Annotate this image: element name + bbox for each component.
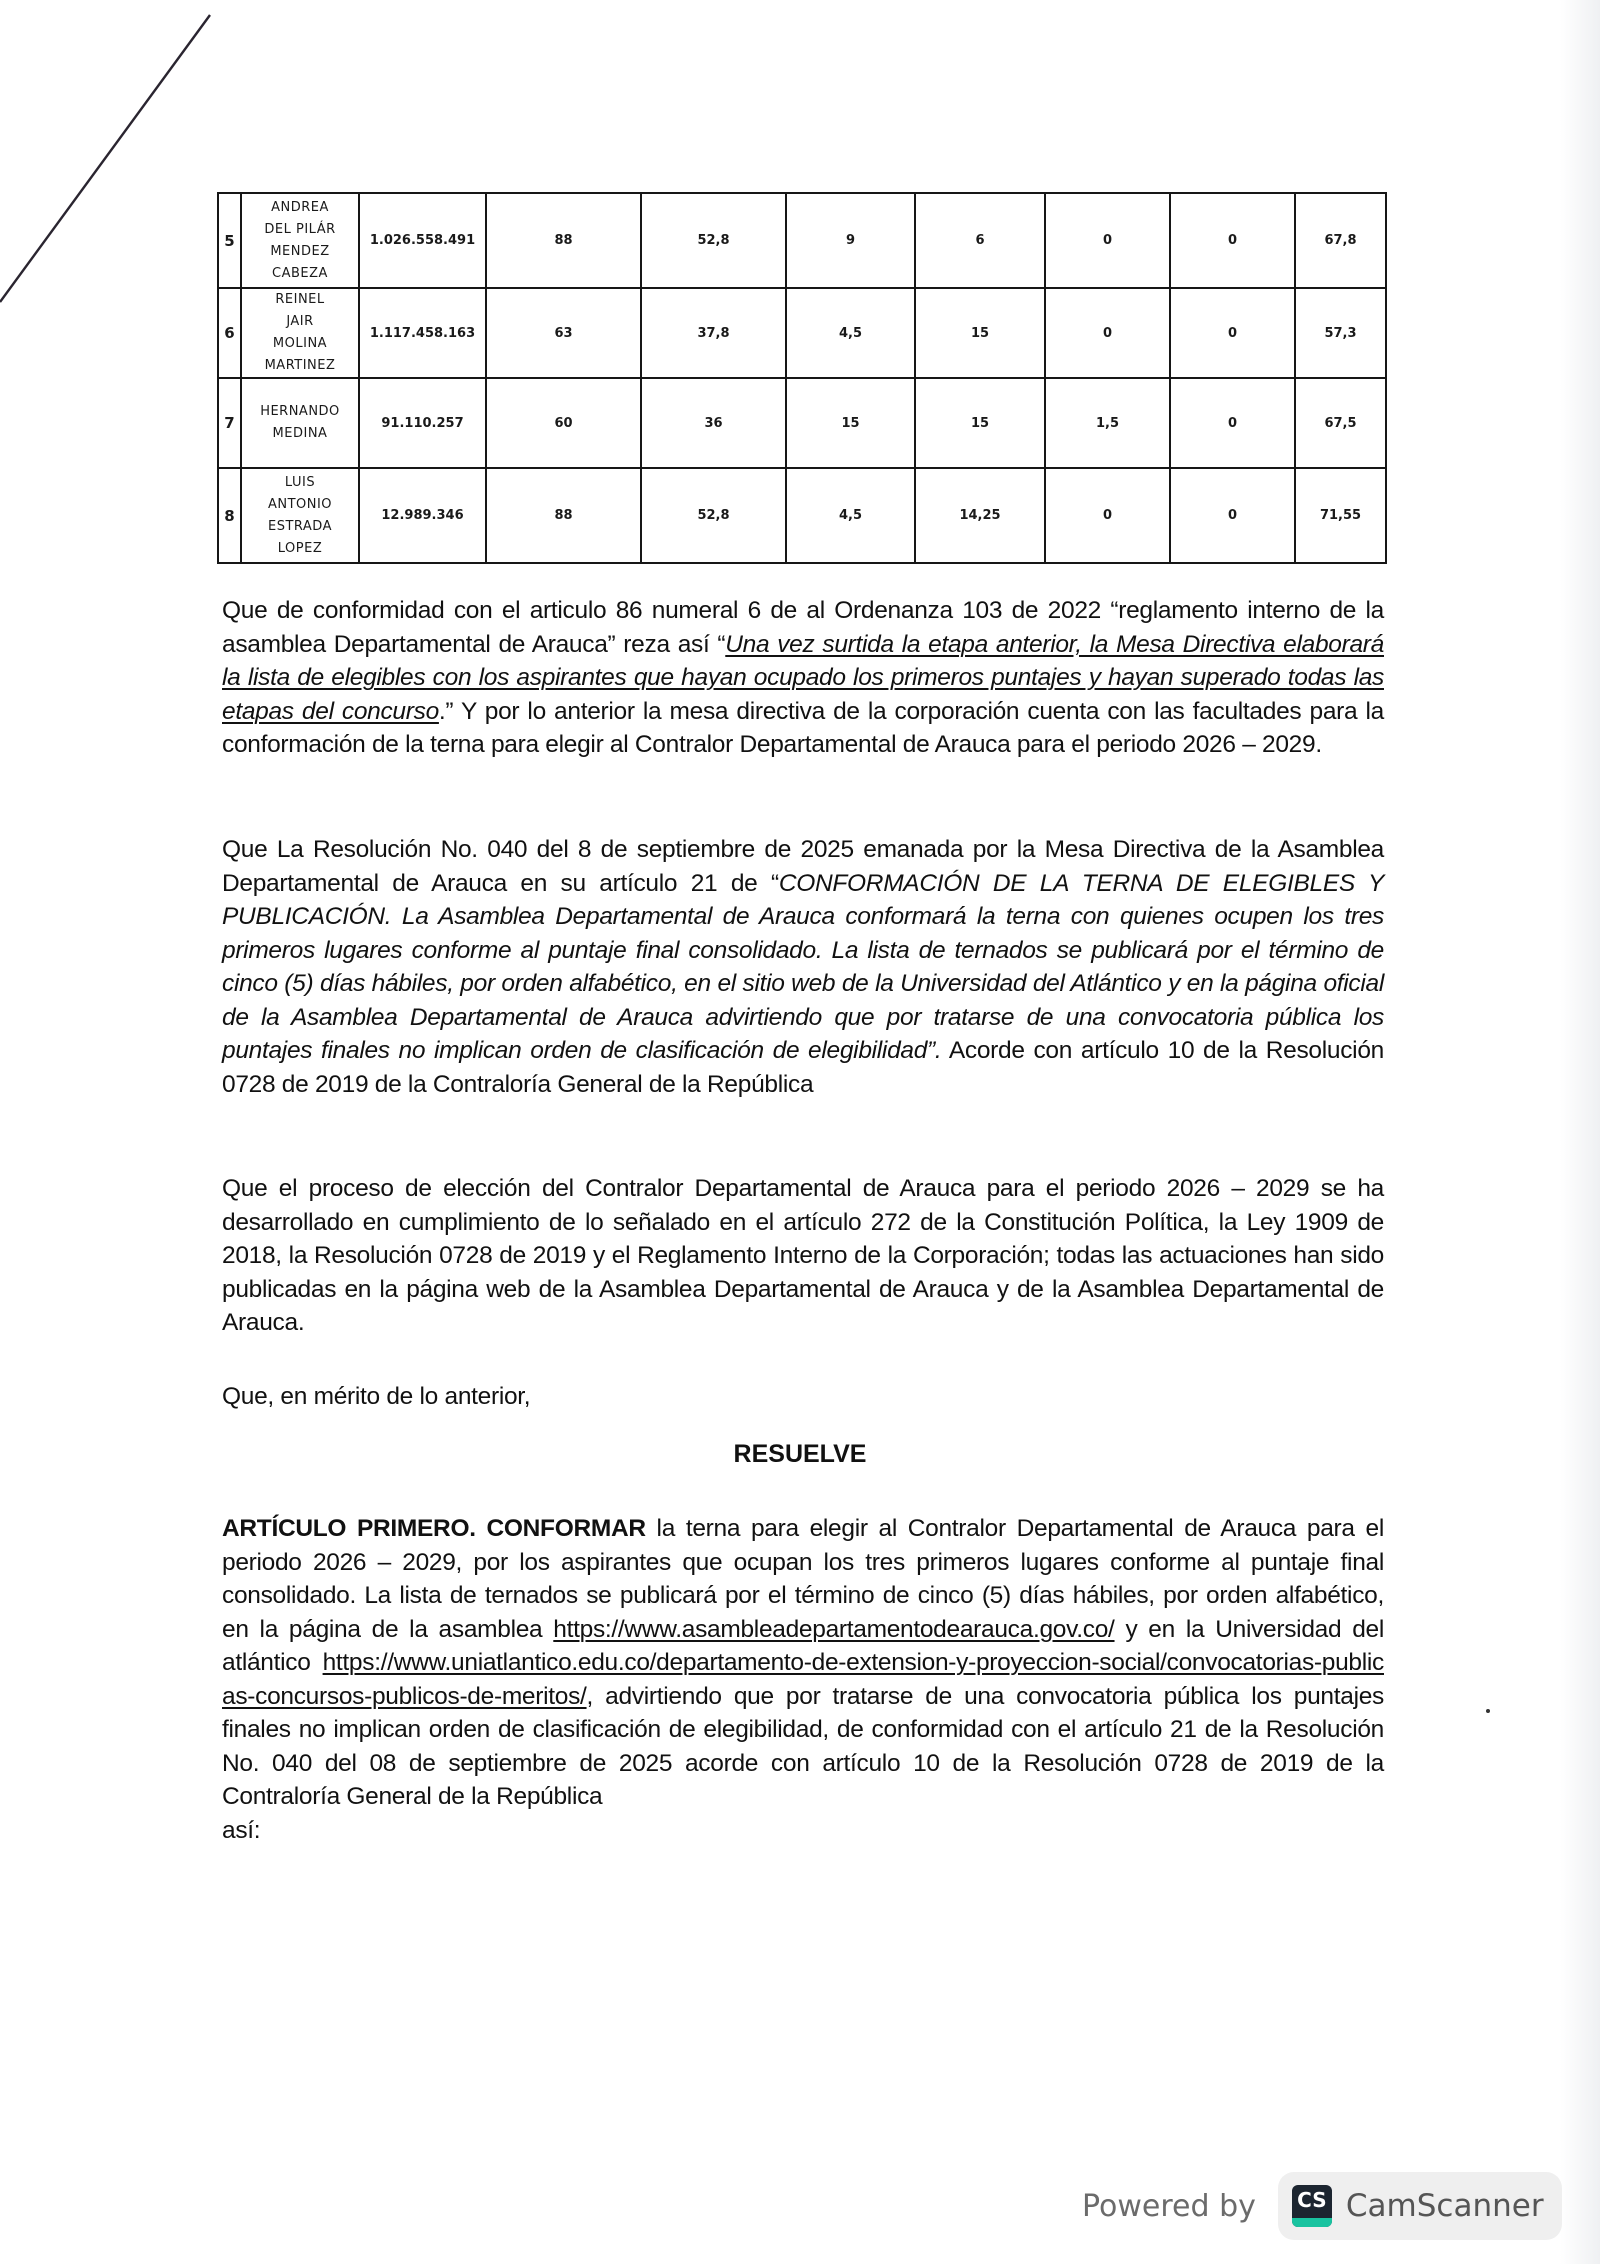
name-line: LOPEZ xyxy=(277,540,323,556)
id-number-cell: 1.117.458.163 xyxy=(359,288,486,378)
candidate-name xyxy=(241,288,359,378)
score-cell: 4,5 xyxy=(786,468,915,563)
brand-name: CamScanner xyxy=(1345,2188,1544,2224)
table-row xyxy=(218,378,1386,468)
score-cell: 14,25 xyxy=(915,468,1045,563)
score-cell: 0 xyxy=(1170,468,1295,563)
row-index: 5 xyxy=(218,193,241,288)
camscanner-logo-icon xyxy=(1292,2185,1332,2227)
paragraph-ordenanza xyxy=(222,594,1384,762)
paragraph-text: y en la Universidad del atlántico xyxy=(222,1615,1385,1676)
score-cell: 15 xyxy=(915,378,1045,468)
score-cell: 0 xyxy=(1170,193,1295,288)
camscanner-watermark xyxy=(1082,2170,1582,2242)
row-index: 7 xyxy=(218,378,241,468)
total-score-cell: 67,8 xyxy=(1295,193,1386,288)
name-line: CABEZA xyxy=(272,265,328,281)
score-cell: 15 xyxy=(915,288,1045,378)
row-index: 6 xyxy=(218,288,241,378)
paragraph-text: Que La Resolución No. 040 del 8 de septiembre de 2025 emanada por la Mesa Directiva de la Asamblea Departamental de Arauca en su artículo 21 de “ xyxy=(222,836,1384,897)
quoted-regulation: Una vez surtida la etapa anterior, la Mesa Directiva elaborará la lista de elegibles con los aspirantes que hayan ocupado los primeros puntajes y hayan superado todas las etapas del concurso xyxy=(222,630,1384,725)
name-line: MOLINA xyxy=(272,336,328,351)
candidate-name xyxy=(241,378,359,468)
id-number-cell: 1.026.558.491 xyxy=(359,193,486,288)
candidate-name xyxy=(241,193,359,288)
logo-text: CS xyxy=(1297,2188,1327,2212)
score-cell: 60 xyxy=(486,378,641,468)
articulo-primero xyxy=(222,1512,1384,1847)
score-cell: 1,5 xyxy=(1045,378,1170,468)
name-line: ESTRADA xyxy=(268,518,332,534)
score-cell: 52,8 xyxy=(641,193,786,288)
name-line: HERNANDO xyxy=(260,404,340,419)
paragraph-text: la terna para elegir al Contralor Departamental de Arauca para el periodo 2026 – 2029, por los aspirantes que ocupan los tres primeros lugares conforme al puntaje final consolidado. La lista de ternados se publicará por el término de cinco (5) días hábiles, por orden alfabético, en la página de la asamblea xyxy=(222,1515,1385,1643)
score-cell: 6 xyxy=(915,193,1045,288)
article-label: ARTÍCULO PRIMERO. CONFORMAR xyxy=(222,1515,646,1542)
resuelve-heading: RESUELVE xyxy=(733,1440,867,1468)
name-line: ANTONIO xyxy=(267,496,333,512)
score-cell: 63 xyxy=(486,288,641,378)
score-cell: 88 xyxy=(486,193,641,288)
name-line: DEL PILÁR xyxy=(264,221,336,237)
id-number-cell: 12.989.346 xyxy=(359,468,486,563)
name-line: MENDEZ xyxy=(270,243,330,259)
table-row xyxy=(218,468,1386,563)
paragraph-text: Que de conformidad con el articulo 86 numeral 6 de al Ordenanza 103 de 2022 “reglamento interno de la asamblea Departamental de Arauca” reza así “ xyxy=(222,597,1384,658)
paragraph-merito: Que, en mérito de lo anterior, xyxy=(222,1383,531,1410)
quoted-article-21: CONFORMACIÓN DE LA TERNA DE ELEGIBLES Y PUBLICACIÓN. La Asamblea Departamental de Arauca conformará la terna con quienes ocupen los tres primeros lugares conforme al puntaje final consolidado. La lista de ternados se publicará por el término de cinco (5) días hábiles, por orden alfabético, en el sitio web de la Universidad del Atlántico y en la página oficial de la Asamblea Departamental de Arauca advirtiendo que por tratarse de una convocatoria pública los puntajes finales no implican orden de clasificación de elegibilidad”. xyxy=(222,869,1384,1064)
table-row xyxy=(218,288,1386,378)
score-cell: 36 xyxy=(641,378,786,468)
asamblea-link[interactable]: https://www.asambleadepartamentodearauca.gov.co/ xyxy=(553,1615,1115,1643)
name-line: JAIR xyxy=(286,314,314,329)
score-cell: 9 xyxy=(786,193,915,288)
score-cell: 37,8 xyxy=(641,288,786,378)
name-line: REINEL xyxy=(275,292,325,307)
uniatlantico-link[interactable]: https://www.uniatlantico.edu.co/departamento-de-extension-y-proyeccion-social/convocatorias-publicas-concursos-publicos-de-meritos/ xyxy=(222,1649,1384,1710)
name-line: LUIS xyxy=(284,474,316,490)
table-row xyxy=(218,193,1386,288)
page-edge-shadow xyxy=(1560,0,1600,2264)
row-index: 8 xyxy=(218,468,241,563)
paragraph-resolucion-040 xyxy=(222,833,1384,1101)
scan-speck xyxy=(1486,1709,1490,1713)
name-line: MEDINA xyxy=(272,426,328,441)
score-cell: 52,8 xyxy=(641,468,786,563)
name-line: MARTINEZ xyxy=(264,358,336,373)
paragraph-text: .” Y por lo anterior la mesa directiva de la corporación cuenta con las facultades para la conformación de la terna para elegir al Contralor Departamental de Arauca para el periodo 2026 – 2029. xyxy=(222,697,1384,758)
logo-accent-bar xyxy=(1292,2218,1332,2227)
score-cell: 0 xyxy=(1170,288,1295,378)
paragraph-text: , advirtiendo que por tratarse de una convocatoria pública los puntajes finales no implican orden de clasificación de elegibilidad, de conformidad con el artículo 21 de la Resolución No. 040 del 08 de septiembre de 2025 acorde con artículo 10 de la Resolución 0728 de 2019 de la Contraloría General de la República xyxy=(222,1682,1384,1810)
score-cell: 0 xyxy=(1045,193,1170,288)
score-cell: 0 xyxy=(1170,378,1295,468)
paragraph-text: Acorde con artículo 10 de la Resolución 0728 de 2019 de la Contraloría General de la República xyxy=(222,1037,1384,1098)
name-line: ANDREA xyxy=(271,199,329,215)
id-number-cell: 91.110.257 xyxy=(359,378,486,468)
powered-by-label: Powered by xyxy=(1082,2188,1256,2224)
closing-text: así: xyxy=(222,1816,261,1844)
score-cell: 0 xyxy=(1045,288,1170,378)
total-score-cell: 57,3 xyxy=(1295,288,1386,378)
camscanner-badge xyxy=(1278,2172,1562,2240)
score-cell: 4,5 xyxy=(786,288,915,378)
score-cell: 0 xyxy=(1045,468,1170,563)
paragraph-proceso-eleccion: Que el proceso de elección del Contralor Departamental de Arauca para el periodo 2026 – 2029 se ha desarrollado en cumplimiento de lo señalado en el artículo 272 de la Constitución Política, la Ley 1909 de 2018, la Resolución 0728 de 2019 y el Reglamento Interno de la Corporación; todas las actuaciones han sido publicadas en la página web de la Asamblea Departamental de Arauca y de la Asamblea Departamental de Arauca. xyxy=(222,1175,1384,1336)
score-cell: 15 xyxy=(786,378,915,468)
candidate-name xyxy=(241,468,359,563)
scores-table xyxy=(217,192,1387,564)
score-cell: 88 xyxy=(486,468,641,563)
total-score-cell: 71,55 xyxy=(1295,468,1386,563)
total-score-cell: 67,5 xyxy=(1295,378,1386,468)
